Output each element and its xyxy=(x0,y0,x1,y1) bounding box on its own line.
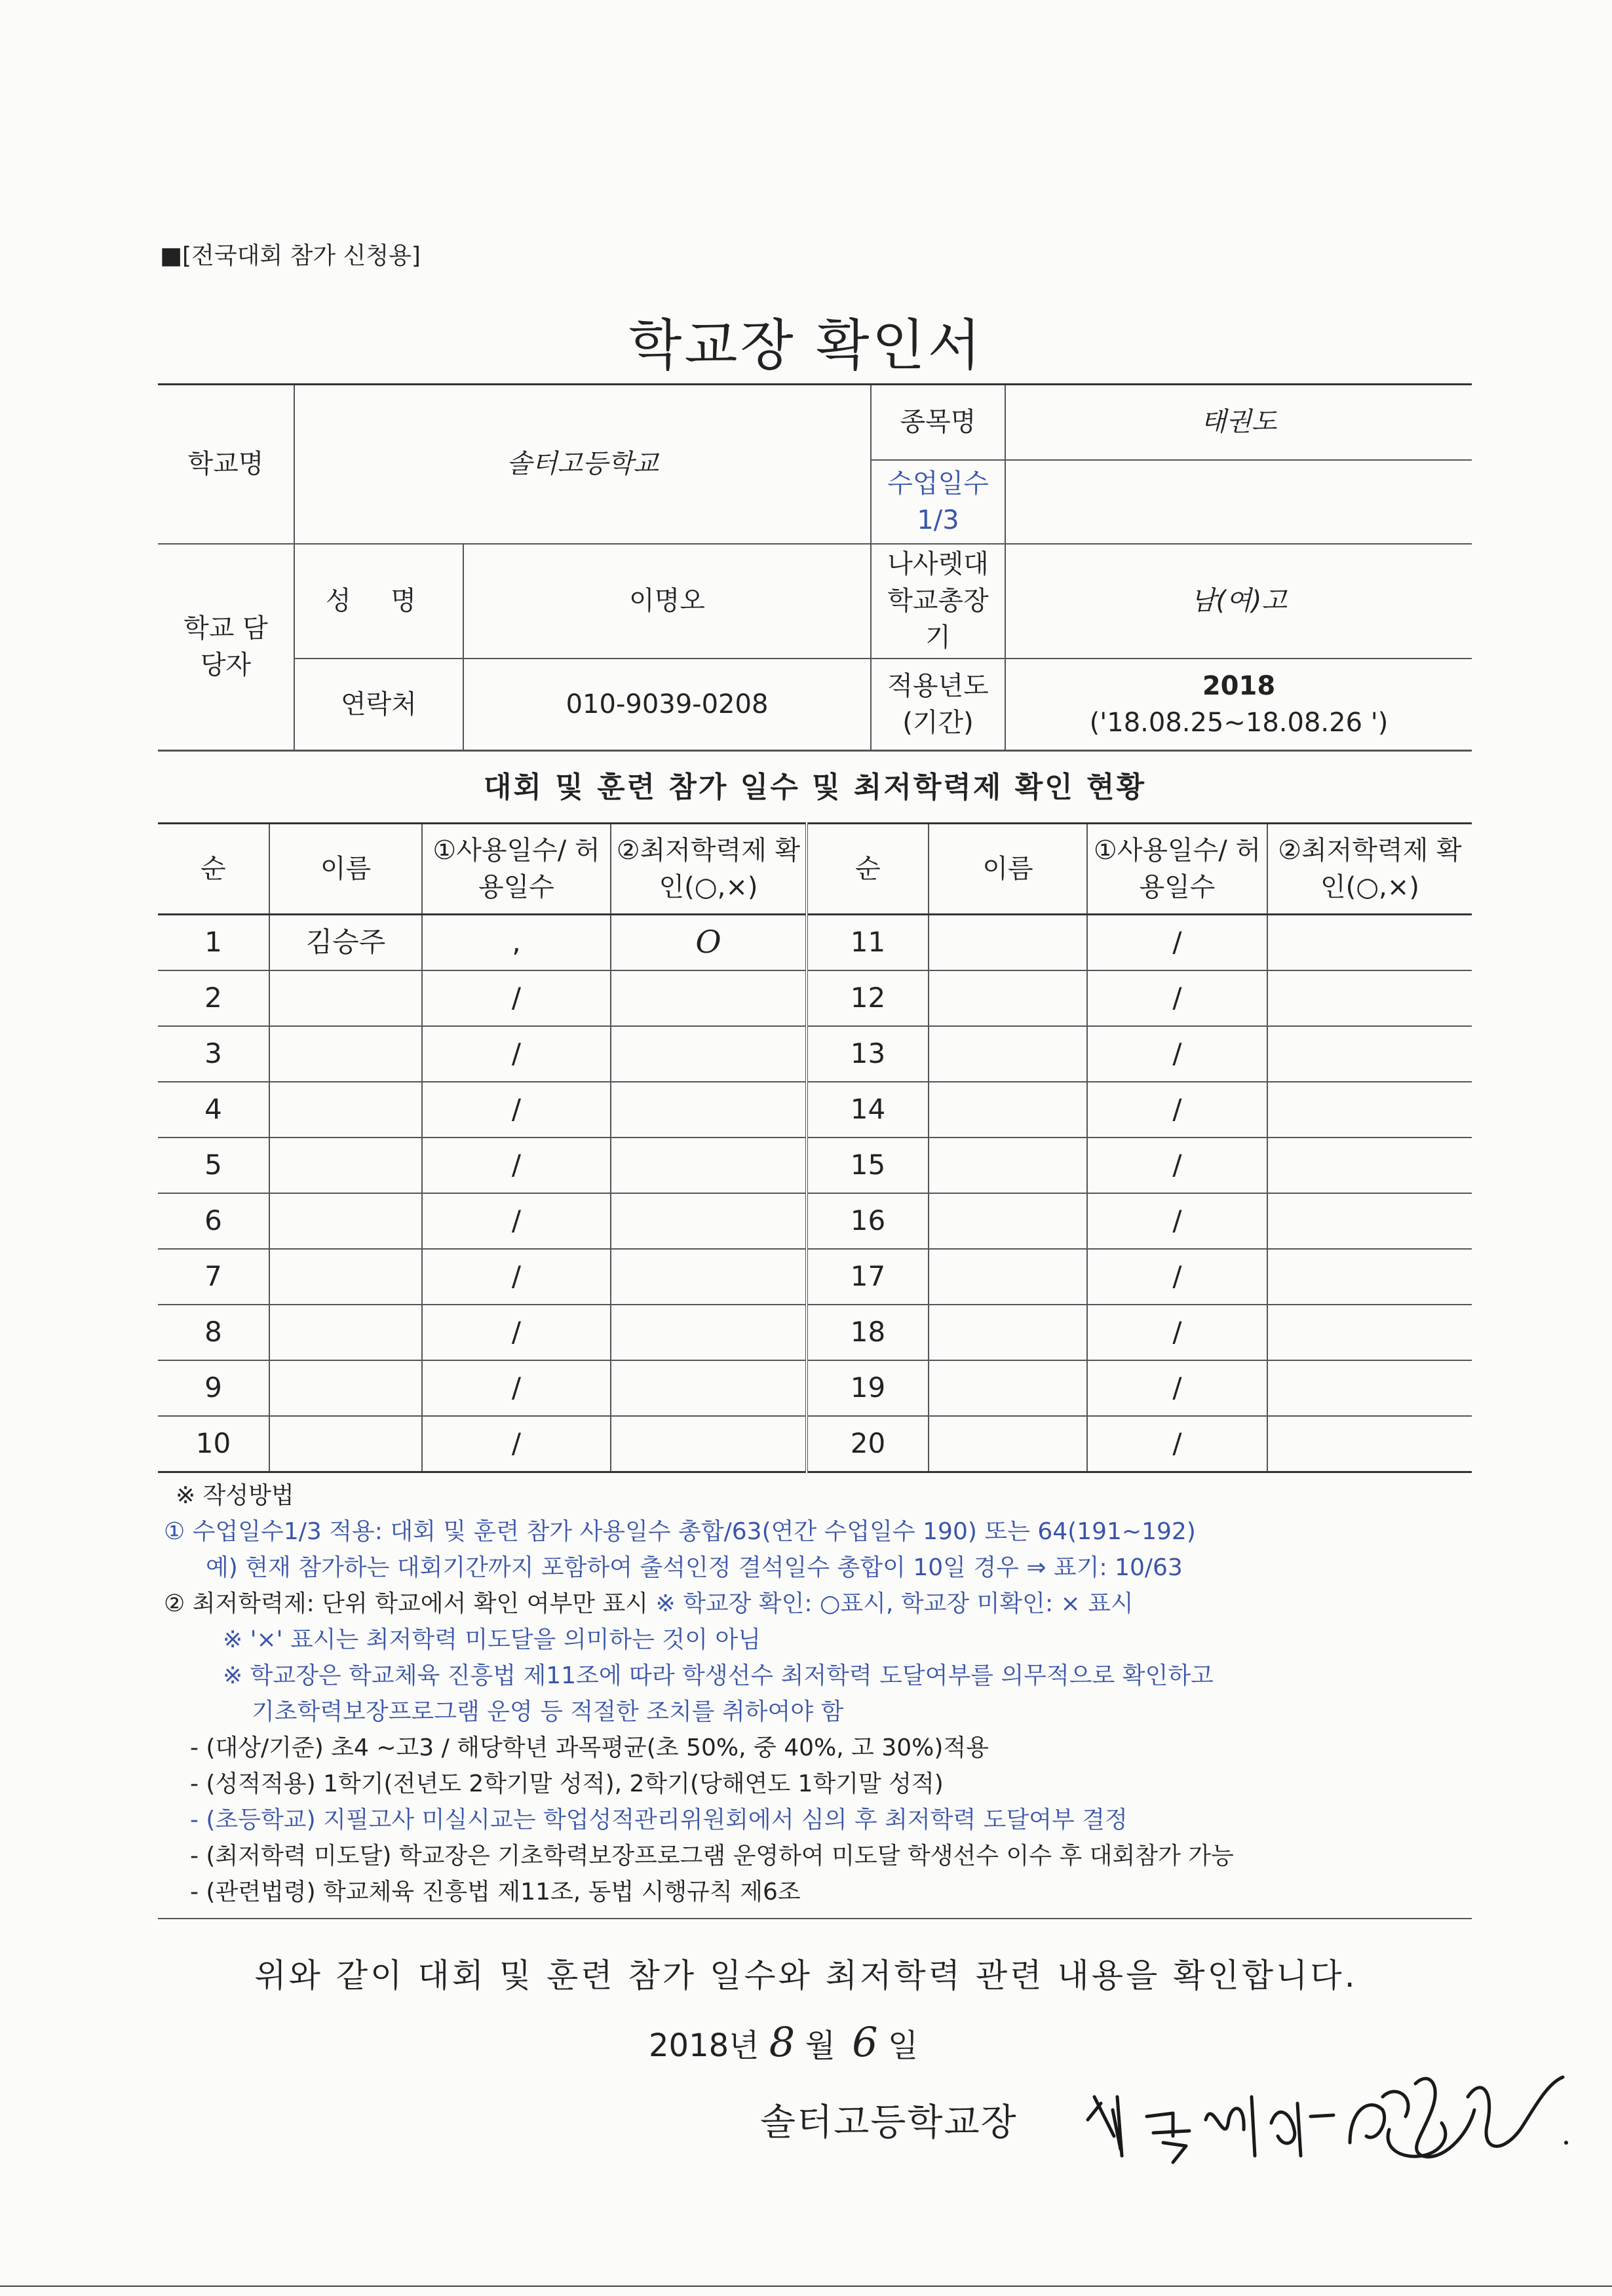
cell-used-days: / xyxy=(1087,970,1267,1026)
header-days: ①사용일수/ 허용일수 xyxy=(422,824,611,915)
cell-academic-check xyxy=(611,1138,807,1193)
note-below-minimum: - (최저학력 미도달) 학교장은 기초학력보장프로그램 운영하여 미도달 학생선수 이수 후 대회참가 가능 xyxy=(190,1843,1234,1869)
cell-student-name xyxy=(269,1026,422,1082)
page-edge xyxy=(0,2286,1612,2287)
cell-academic-check xyxy=(1267,915,1472,971)
cell-student-name xyxy=(269,1416,422,1472)
cell-academic-check xyxy=(1267,1416,1472,1472)
cell-used-days: / xyxy=(422,1082,611,1138)
confirmation-text: 위와 같이 대회 및 훈련 참가 일수와 최저학력 관련 내용을 확인합니다. xyxy=(254,1957,1358,1995)
cell-number: 2 xyxy=(158,970,269,1026)
cell-academic-check xyxy=(611,1360,807,1416)
header-name: 이름 xyxy=(269,824,422,915)
school-manager-label: 학교 담당자 xyxy=(158,544,294,750)
cell-student-name xyxy=(269,1249,422,1305)
cell-number: 10 xyxy=(158,1416,269,1472)
cell-number: 7 xyxy=(158,1249,269,1305)
cell-used-days: / xyxy=(1087,1026,1267,1082)
year-value: 2018 xyxy=(1202,670,1276,701)
contact-value: 010-9039-0208 xyxy=(463,659,871,750)
cell-student-name xyxy=(929,1138,1087,1193)
cell-academic-check xyxy=(611,1305,807,1360)
cell-used-days: / xyxy=(1087,1082,1267,1138)
table-row xyxy=(158,1138,1472,1193)
contact-label: 연락처 xyxy=(294,659,463,750)
cell-academic-check xyxy=(611,1249,807,1305)
divider xyxy=(158,1918,1472,1919)
document-title: 학교장 확인서 xyxy=(628,313,984,377)
cell-student-name: 김승주 xyxy=(269,915,422,971)
cell-number: 20 xyxy=(807,1416,929,1472)
cell-student-name xyxy=(269,1305,422,1360)
table-row xyxy=(158,1082,1472,1138)
cell-student-name xyxy=(929,915,1087,971)
cell-student-name xyxy=(929,1416,1087,1472)
class-days-label: 수업일수 1/3 xyxy=(871,460,1005,544)
cell-used-days: / xyxy=(1087,1305,1267,1360)
header-check: ②최저학력제 확인(○,×) xyxy=(1267,824,1472,915)
cell-academic-check xyxy=(1267,1305,1472,1360)
date-year: 2018년 xyxy=(649,2027,759,2064)
table-row xyxy=(158,915,1472,971)
cell-used-days: / xyxy=(422,1249,611,1305)
sport-value: 태권도 xyxy=(1005,385,1472,460)
cell-academic-check xyxy=(1267,1082,1472,1138)
cell-used-days: / xyxy=(1087,1138,1267,1193)
cell-academic-check xyxy=(611,1193,807,1249)
table-row xyxy=(158,1416,1472,1472)
instructions-heading: ※ 작성방법 xyxy=(176,1482,294,1509)
cell-used-days: / xyxy=(1087,1249,1267,1305)
note-principal-duty: ※ 학교장은 학교체육 진흥법 제11조에 따라 학생선수 최저학력 도달여부를 의무적으로 확인하고 xyxy=(223,1662,1214,1689)
cell-used-days: / xyxy=(422,1416,611,1472)
cell-used-days: / xyxy=(422,1138,611,1193)
cell-used-days: / xyxy=(422,1193,611,1249)
year-cell xyxy=(1005,659,1472,750)
instructions xyxy=(164,1478,1481,1910)
year-label: 적용년도 (기간) xyxy=(871,659,1005,750)
cell-academic-check xyxy=(1267,1193,1472,1249)
note-target: - (대상/기준) 초4 ~고3 / 해당학년 과목평균(초 50%, 중 40%, 고 30%)적용 xyxy=(190,1734,989,1761)
cell-number: 17 xyxy=(807,1249,929,1305)
cell-number: 12 xyxy=(807,970,929,1026)
cell-number: 16 xyxy=(807,1193,929,1249)
cell-academic-check xyxy=(1267,1026,1472,1082)
school-gender-type: 남(여)고 xyxy=(1005,544,1472,659)
section-title: 대회 및 훈련 참가 일수 및 최저학력제 확인 현황 xyxy=(158,750,1472,824)
header-no: 순 xyxy=(807,824,929,915)
cell-student-name xyxy=(929,1026,1087,1082)
cell-number: 8 xyxy=(158,1305,269,1360)
cell-number: 4 xyxy=(158,1082,269,1138)
cell-student-name xyxy=(269,1082,422,1138)
note-class-days-example: 예) 현재 참가하는 대회기간까지 포함하여 출석인정 결석일수 총합이 10일 경우 ⇒ 표기: 10/63 xyxy=(206,1554,1183,1581)
competition-name-label: 나사렛대 학교총장기 xyxy=(871,544,1005,659)
header-days: ①사용일수/ 허용일수 xyxy=(1087,824,1267,915)
cell-student-name xyxy=(269,1138,422,1193)
cell-number: 14 xyxy=(807,1082,929,1138)
school-name-label: 학교명 xyxy=(158,385,294,544)
signer-title: 솔터고등학교장 xyxy=(760,2101,1018,2144)
cell-student-name xyxy=(929,970,1087,1026)
cell-student-name xyxy=(269,970,422,1026)
date-month-unit: 월 xyxy=(805,2027,835,2064)
cell-academic-check xyxy=(611,970,807,1026)
note-principal-duty-cont: 기초학력보장프로그램 운영 등 적절한 조치를 취하여야 함 xyxy=(252,1698,844,1725)
table-row xyxy=(158,1249,1472,1305)
form-type-label: ■[전국대회 참가 신청용] xyxy=(160,242,421,269)
cell-academic-check xyxy=(611,1026,807,1082)
cell-academic-check xyxy=(611,1416,807,1472)
table-row xyxy=(158,970,1472,1026)
sport-label: 종목명 xyxy=(871,385,1005,460)
school-info-table xyxy=(158,383,1472,751)
cell-number: 11 xyxy=(807,915,929,971)
note-min-academic xyxy=(164,1586,1481,1622)
cell-student-name xyxy=(929,1249,1087,1305)
note-principal-check: ※ 학교장 확인: ○표시, 학교장 미확인: × 표시 xyxy=(655,1590,1134,1617)
table-row xyxy=(158,1026,1472,1082)
note-elementary: - (초등학교) 지필고사 미실시교는 학업성적관리위원회에서 심의 후 최저학력 도달여부 결정 xyxy=(190,1807,1128,1833)
note-class-days: ① 수업일수1/3 적용: 대회 및 훈련 참가 사용일수 총합/63(연간 수업일수 190) 또는 64(191~192) xyxy=(164,1518,1196,1545)
cell-student-name xyxy=(929,1360,1087,1416)
table-row xyxy=(158,1305,1472,1360)
cell-academic-check xyxy=(1267,1138,1472,1193)
cell-used-days: , xyxy=(422,915,611,971)
cell-number: 13 xyxy=(807,1026,929,1082)
cell-academic-check: O xyxy=(611,915,807,971)
school-name-value: 솔터고등학교 xyxy=(294,385,871,544)
cell-academic-check xyxy=(611,1082,807,1138)
cell-student-name xyxy=(929,1305,1087,1360)
cell-student-name xyxy=(269,1360,422,1416)
date-day-unit: 일 xyxy=(887,2027,919,2064)
note-grades: - (성적적용) 1학기(전년도 2학기말 성적), 2학기(당해연도 1학기말 성적) xyxy=(190,1770,944,1797)
cell-student-name xyxy=(929,1193,1087,1249)
cell-academic-check xyxy=(1267,1249,1472,1305)
manager-name-value: 이명오 xyxy=(463,544,871,659)
cell-academic-check xyxy=(1267,970,1472,1026)
date-day: 6 xyxy=(852,2018,878,2066)
period-value: ('18.08.25~18.08.26 ') xyxy=(1089,707,1389,738)
manager-name-label: 성 명 xyxy=(294,544,463,659)
table-row xyxy=(158,1193,1472,1249)
cell-number: 15 xyxy=(807,1138,929,1193)
header-check: ②최저학력제 확인(○,×) xyxy=(611,824,807,915)
note-min-academic-text: ② 최저학력제: 단위 학교에서 확인 여부만 표시 xyxy=(164,1590,656,1617)
class-days-value xyxy=(1005,460,1472,544)
participation-table xyxy=(158,822,1472,1473)
principal-signature xyxy=(1075,2057,1573,2169)
cell-number: 18 xyxy=(807,1305,929,1360)
cell-student-name xyxy=(269,1193,422,1249)
cell-academic-check xyxy=(1267,1360,1472,1416)
cell-used-days: / xyxy=(1087,915,1267,971)
cell-number: 5 xyxy=(158,1138,269,1193)
table-row xyxy=(158,1360,1472,1416)
issue-date xyxy=(649,2018,918,2066)
date-month: 8 xyxy=(769,2018,796,2066)
note-x-mark: ※ '×' 표시는 최저학력 미도달을 의미하는 것이 아님 xyxy=(223,1626,761,1653)
cell-used-days: / xyxy=(422,1026,611,1082)
cell-used-days: / xyxy=(422,1305,611,1360)
cell-used-days: / xyxy=(1087,1360,1267,1416)
header-no: 순 xyxy=(158,824,269,915)
cell-used-days: / xyxy=(422,970,611,1026)
cell-number: 9 xyxy=(158,1360,269,1416)
cell-number: 19 xyxy=(807,1360,929,1416)
cell-used-days: / xyxy=(1087,1416,1267,1472)
cell-number: 1 xyxy=(158,915,269,971)
note-law: - (관련법령) 학교체육 진흥법 제11조, 동법 시행규칙 제6조 xyxy=(190,1879,801,1905)
cell-number: 6 xyxy=(158,1193,269,1249)
cell-used-days: / xyxy=(422,1360,611,1416)
cell-number: 3 xyxy=(158,1026,269,1082)
cell-used-days: / xyxy=(1087,1193,1267,1249)
cell-student-name xyxy=(929,1082,1087,1138)
header-name: 이름 xyxy=(929,824,1087,915)
